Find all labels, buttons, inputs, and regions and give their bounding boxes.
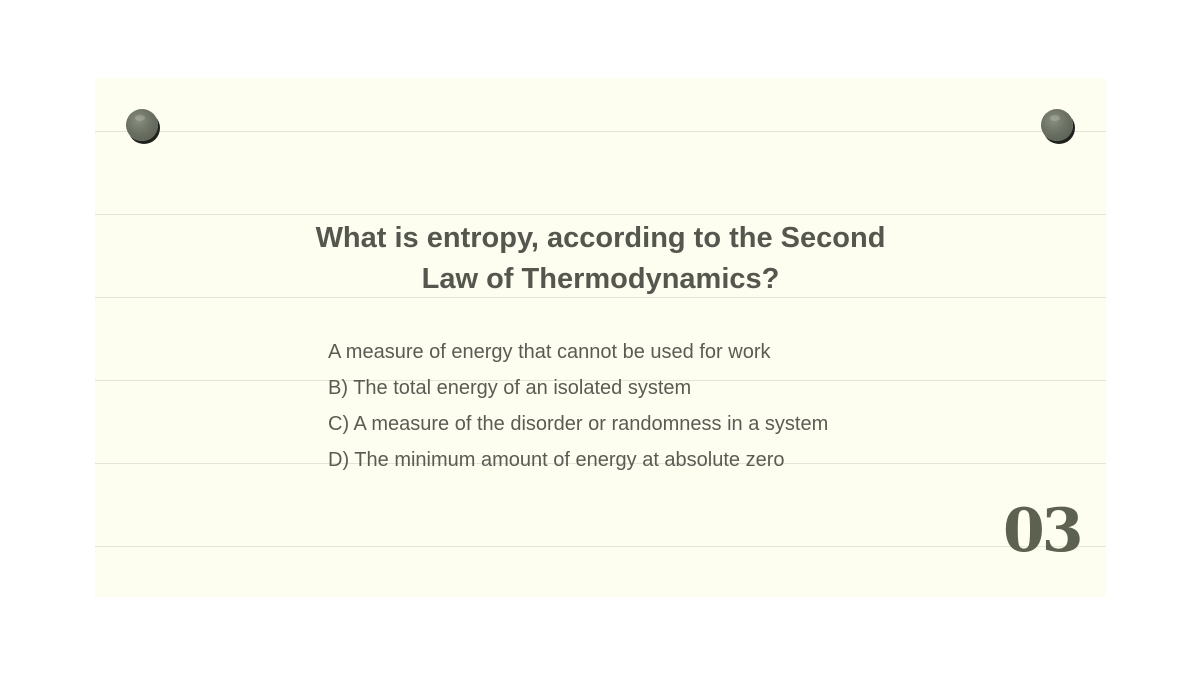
question-line-2: Law of Thermodynamics? <box>421 263 780 295</box>
answer-option-b[interactable]: B) The total energy of an isolated system <box>328 377 692 399</box>
pushpin-left-icon <box>126 109 158 141</box>
pushpin-right-icon <box>1041 109 1073 141</box>
notecard <box>95 78 1106 597</box>
answer-option-a[interactable]: A measure of energy that cannot be used for work <box>328 341 771 363</box>
answer-option-d[interactable]: D) The minimum amount of energy at absolute zero <box>328 449 785 471</box>
answer-options <box>328 334 828 478</box>
answer-option-c[interactable]: C) A measure of the disorder or randomness in a system <box>328 413 829 435</box>
slide-number: 03 <box>1003 496 1081 566</box>
question-line-1: What is entropy, according to the Second <box>315 222 886 254</box>
question-heading <box>95 218 1106 300</box>
